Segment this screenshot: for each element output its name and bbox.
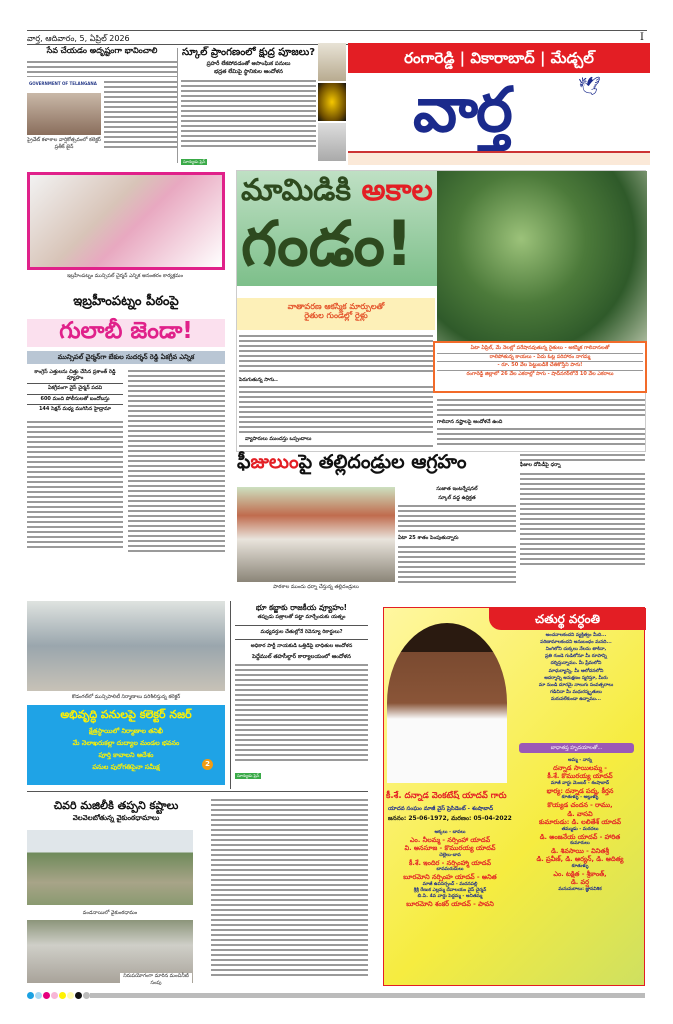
point: 600 మంది పోలీసులతో బందోబస్తు <box>27 395 123 406</box>
subhead: ప్రహరీ లేకపోవడంతో అసాంఘిక పనులు <box>206 61 291 67</box>
box-line: మే నెలాఖరుకల్లా దుద్యాల మండల భవనం <box>72 739 180 747</box>
idol-image <box>318 83 346 121</box>
photo-caption: కొడంగల్‌లో మున్సిపాలిటీ నిర్మాణాలు పరిశీలిస్తున్న కలెక్టర్ <box>71 694 181 700</box>
family-line: భార్య: దన్నాడ పద్మ, కీర్తన <box>546 786 614 795</box>
family-line: కూతుళ్ళు <box>571 863 589 869</box>
masthead <box>318 43 650 168</box>
family-line: మాజీ వార్డు మెంబర్ - శంషాబాద్ <box>550 780 610 786</box>
subhead: మధ్యవర్తుల చేతుల్లోనే రెవెన్యూ రికార్డులు? <box>235 626 368 641</box>
color-mark <box>51 992 58 999</box>
temple-image <box>318 43 346 81</box>
section-heading: వ్యాపారులు ముందస్తు ఒప్పందాలు <box>245 436 312 442</box>
ibrahimpatnam-points <box>27 368 123 549</box>
poem-line: నింగిలోని చుక్కలు నేలను తాకినా, <box>545 647 607 653</box>
subhead: వెలవెలబోతున్న వైకుంఠధామాలు <box>72 814 160 822</box>
photo-caption: వండనాయిలో వైకుంఠధామం <box>82 910 138 916</box>
photo-caption: ఇబ్రహీంపట్నం మున్సిపల్ చైర్మన్ ఎన్నిక అనంతరం కార్యక్రమం <box>66 273 184 279</box>
poem-line: ప్రతి గుండె గుడిలోనూ మీ రూపాన్ని <box>545 654 607 660</box>
section-heading: పెరుగుతున్న సాగు.. <box>239 377 278 383</box>
headline-part: జులుం <box>250 451 299 473</box>
mango-tree-photo <box>437 171 647 341</box>
family-line: డి. ప్రవీణ్, డి. ఆర్యన్, డి. ఆదిత్య <box>536 855 624 864</box>
color-mark <box>43 992 50 999</box>
crematorium-photo <box>27 830 193 905</box>
credit-tag: సూర్యుడు ప్రెస్ <box>237 772 260 778</box>
highlight: ఏటా ఏప్రిల్, మే నెలల్లో పరేషానవుతున్న రైతులు - అకస్మిక గాలివానలతో <box>437 345 643 354</box>
article-seva <box>27 47 177 151</box>
memorial-ad <box>383 607 645 986</box>
family-line: అమ్మ - నాన్న <box>568 758 592 763</box>
family-line: బూరమోని శంకర్ యాదవ్ - పావని <box>406 899 494 908</box>
family-line: వి. అనసూజ - కొమురయ్య యాదవ్ <box>404 844 496 853</box>
family-line: అక్కలు - బావలు <box>434 830 466 835</box>
point: ఏకగ్రీవంగా వైస్ చైర్మన్ పదవి <box>27 384 123 395</box>
article-school <box>181 47 316 167</box>
poem-line: మాధుర్యాన్ని, మీ ఆలోచనలోని <box>548 668 604 674</box>
portrait-photo <box>387 623 507 783</box>
family-line: బావమరుదులు <box>436 867 464 873</box>
headline: చివరి మజిలీకి తప్పని కష్టాలు <box>53 799 179 812</box>
top-rule <box>27 30 647 31</box>
section-heading: గాలివాన నష్టాలపై ఆందోళనే ఉంది <box>437 419 503 425</box>
dateline: వార్త, ఆదివారం, 5, ఏప్రిల్ 2026 <box>27 34 130 43</box>
designation: యాదవ సంఘం మాజీ వైస్ ప్రెసిడెంట్ - శంషాబాద్ <box>388 806 494 812</box>
poem-line: పరిణామాలకందని అనుబంధం మనది... <box>540 640 612 646</box>
headline: అభివృద్ధి పనులపై కలెక్టర్ నజర్ <box>60 708 192 721</box>
highlight: - రూ. 50 వేల పెట్టుబడికే చేతికొస్తేని పాగు! <box>437 362 643 371</box>
family-line: కూతుళ్ళు - అల్లుళ్ళు <box>561 795 599 801</box>
section-heading: ఏటా 25 శాతం పెంపుతున్నారు <box>398 535 459 541</box>
family-line: డి. శివసాయి - వినితశ్రీ <box>551 846 609 855</box>
color-mark <box>35 992 42 999</box>
family-line: తమ్ముడు - మరదలు <box>561 826 599 832</box>
highlight: రాలిపోతున్న కాయలు - ఏదు ఓట్ల పరిహారం నాగమ్మ <box>437 354 643 363</box>
page-ref-badge: 2 <box>202 759 213 770</box>
page-number: I <box>640 32 644 43</box>
family-line: కీ.శే. ఇందిర - నర్సింహ్మా యాదవ్ <box>409 858 491 867</box>
family-line: మాజీ ఉపసర్పంచ్ - మదనపల్లి <box>422 881 478 887</box>
family-line: డి. వర్ష <box>570 878 590 887</box>
subhead: తప్పుడు పత్రాలతో పట్టా మార్చేందుకు యత్నం <box>235 615 368 626</box>
headline: మామిడికి <box>241 173 352 208</box>
family-line: చెల్లెలు-బావ <box>439 852 461 858</box>
point: కాంగ్రెస్ ఎత్తులను చిత్తు చేసిన ప్రశాంత్ రెడ్డి వ్యూహం <box>27 368 123 384</box>
family-line: డి. వాసవి <box>567 809 593 818</box>
subhead-line: వాతావరణ ఆకస్మిక మార్పులతో <box>287 302 385 311</box>
poem-line: మరువలేకుండా ఉన్నాము... <box>550 696 602 702</box>
article-mango <box>236 170 646 452</box>
collector-box <box>27 705 225 785</box>
family-left <box>386 830 514 908</box>
building-image <box>318 123 346 161</box>
headline: భూ కబ్జాకు రాజకీయ వ్యూహం! <box>255 603 348 612</box>
point: 144 సెక్షన్ మధ్య ముగిసిన హైడ్రామా <box>38 406 112 412</box>
box-line: క్షేత్రస్థాయిలో నిర్మాణాల తనిఖీ <box>89 727 163 735</box>
subhead: సుజాత ఇంటర్నేషనల్ <box>436 486 478 492</box>
poem-line: దర్శిస్తున్నాము. మీ ప్రేమలోని <box>550 661 602 667</box>
logo: వార్త <box>413 73 511 146</box>
ibrahimpatnam-photo <box>27 172 225 270</box>
family-line: కుమారుడు: డి. లలితేశ్ యాదవ్ <box>538 818 622 827</box>
family-line: కొయ్యడ చందన - రాము, <box>547 801 613 810</box>
box-line: పనుల పురోగతిపైనా సమీక్ష <box>92 763 160 771</box>
photo-caption: ప్రైవేట్ కళాశాల వార్షికోత్సవంలో కలెక్టర్ ప్రతీక్ జైన్ <box>27 136 101 150</box>
subhead-bar: మున్సిపల్ చైర్మన్‌గా బేకుల సుదర్శన్ రెడ్డి ఏకగ్రీవ ఎన్నిక <box>27 351 225 364</box>
highlights-box <box>433 341 647 393</box>
family-line: డి. అంజనేయ యాదవ్ - హారిత <box>539 832 621 841</box>
photo-caption: పాఠశాల ముందు ధర్నా చేస్తున్న తల్లిదండ్రులు <box>273 584 359 590</box>
family-line: ఎం. నీలమ్మ - నర్సింహా యాదవ్ <box>409 835 491 844</box>
family-line: శ్రీశ్రీ రేణుక ఎల్లమ్మ దేవాలయం వైస్ చైర్మన్ <box>413 887 487 893</box>
family-line: దన్నాడ సాయిలమ్మ - <box>553 763 607 772</box>
ad-ribbon: బాధాతప్త హృదయాలతో... <box>519 743 634 753</box>
highlight: రంగారెడ్డి జిల్లాలో 26 వేల ఎకరాల్లో సాగు - షాద్‌నగర్‌లోనే 10 వేల ఎకరాలు <box>466 370 614 377</box>
poem-line: ఆదర్శాన్ని అనుక్షణం స్మరిస్తూ, మీరు <box>544 675 608 681</box>
headline: ఇబ్రహీంపట్నం పీఠంపై <box>73 294 179 309</box>
color-mark <box>75 992 82 999</box>
headline-part: ఫీ <box>237 451 251 473</box>
photo-banner: GOVERNMENT OF TELANGANA <box>29 80 97 86</box>
event-photo <box>27 79 101 135</box>
credit-tag: సూర్యుడు ప్రెస్ <box>183 159 206 165</box>
bottom-bar <box>90 993 645 998</box>
family-line: కీ.శే. కొమురయ్య యాదవ్ <box>547 772 613 781</box>
dove-icon: 🕊 <box>578 76 601 97</box>
family-line: బి.పి. 4వ వార్డు పెద్దమ్మ - అనితమ్మ <box>417 893 483 899</box>
subhead <box>237 298 435 330</box>
section-heading: ఫీజుల దోపిడీపై ధర్నా <box>520 462 561 468</box>
family-line: కుమారులు <box>570 840 590 846</box>
ad-poem <box>509 632 643 703</box>
color-mark <box>67 992 74 999</box>
family-right <box>515 758 645 893</box>
poem-line: అంచనాలకందని వ్యక్తిత్వం మీది... <box>545 633 607 638</box>
headline-red: అకాల <box>361 173 433 208</box>
family-line: ఎం. టక్షిత - శ్రీకాంత్, <box>553 869 607 878</box>
photo-caption: నిరుపయోగంగా మారిన మంచినీటి సంపు <box>120 973 192 987</box>
deceased-name: కీ.శే. దన్నాడ వెంకటేష్ యాదవ్ గారు <box>386 791 507 801</box>
print-registration-marks <box>27 992 90 999</box>
headline-part: పై తల్లిదండ్రుల ఆగ్రహం <box>298 451 467 473</box>
subhead: పెద్దేముల్ తహసీల్దార్ కార్యాలయంలో ఆందోళన <box>252 653 351 660</box>
box-line: పూర్తి కావాలని ఆదేశం <box>98 751 154 759</box>
headline-large: గండం! <box>241 207 414 280</box>
article-land <box>235 604 368 781</box>
subhead: అధికార పార్టీ నాయకుడి ఒత్తిడిపై బాధితుల ఆందోళన <box>250 643 353 650</box>
subhead-line: రైతుల గుండెల్లో రైళ్లు <box>304 310 368 320</box>
dates: జననం: 25-06-1972, మరణం: 05-04-2022 <box>388 815 512 822</box>
family-line: మనుమరాలు: జ్ఞానవిశిక <box>558 886 602 892</box>
headline: స్కూల్ ప్రాంగణంలో క్షుద్ర పూజలు? <box>181 47 316 58</box>
color-mark <box>83 992 90 999</box>
headline-pink: గులాబీ జెండా! <box>27 319 225 347</box>
protest-photo <box>237 487 395 582</box>
subhead: స్కూల్ వద్ద ఉద్రిక్తత <box>438 494 476 501</box>
fees-headline <box>237 451 466 478</box>
headline: సేవ చేయడం అదృష్టంగా భావించాలి <box>46 46 158 55</box>
districts-bar: రంగారెడ్డి | వికారాబాద్ | మేడ్చల్ <box>348 43 650 73</box>
poem-line: మా నుండి దూరమై నాలుగు సంవత్సరాలు <box>538 682 614 688</box>
family-line: బూరమోని నర్సింహ యాదవ్ - అనిత <box>403 873 497 882</box>
collector-photo <box>27 601 225 691</box>
ad-title: చతుర్థ వర్ధంతి <box>489 608 646 630</box>
subhead: భద్రత లేమిపై స్థానికుల ఆందోళన <box>214 69 283 76</box>
color-mark <box>27 992 34 999</box>
color-mark <box>59 992 66 999</box>
poem-line: గడిచినా మీ మధురస్మృతులు <box>550 689 602 695</box>
